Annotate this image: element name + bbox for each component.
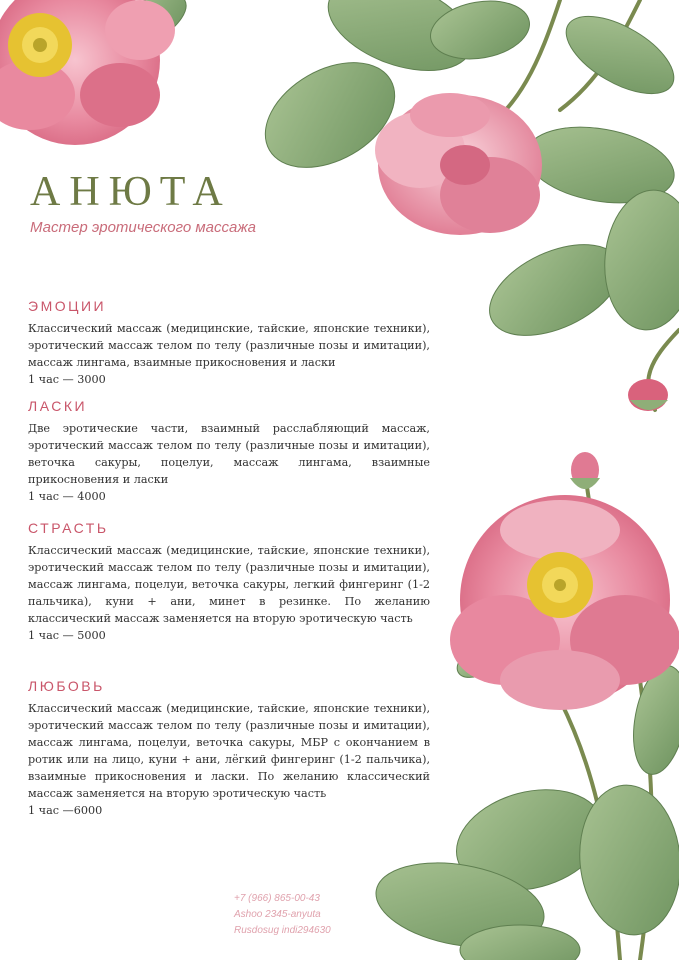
service-price: 1 час —6000: [28, 804, 103, 817]
service-description: Классический массаж (медицинские, тайские, японские техники), эротический массаж телом по телу (различные позы и имитации), массаж лингама, взаимные прикосновения и ласки: [28, 322, 430, 369]
service-title: ЛЮБОВЬ: [28, 678, 105, 694]
service-price: 1 час — 3000: [28, 373, 106, 386]
rose-icon: [0, 0, 175, 145]
service-description: Две эротические части, взаимный расслабляющий массаж, эротический массаж телом по телу (различные позы и имитации), веточка сакуры, поцелуи, массаж лингама, взаимные прикосновения и ласки: [28, 422, 430, 486]
service-title: СТРАСТЬ: [28, 520, 109, 536]
service-title: ЭМОЦИИ: [28, 298, 107, 314]
service-price: 1 час — 5000: [28, 629, 106, 642]
page-title: АНЮТА: [30, 169, 232, 215]
rosebud-icon: [570, 452, 600, 489]
contact-block: [234, 891, 331, 939]
rosebud-icon: [628, 379, 668, 411]
contact-phone[interactable]: +7 (966) 865-00-43: [234, 893, 320, 904]
service-description: Классический массаж (медицинские, тайские, японские техники), эротический массаж телом по телу (различные позы и имитации), массаж лингама, поцелуи, веточка сакуры, МБР с окончанием в ротик или на лицо, куни + ани, лёгкий фингеринг (1-2 пальчика), взаимные прикосновения и ласки. По желанию классический массаж заменяется на вторую эротическую часть: [28, 702, 430, 800]
service-price: 1 час — 4000: [28, 490, 106, 503]
rose-icon: [375, 93, 542, 235]
service-caresses: [28, 398, 430, 505]
service-passion: [28, 520, 430, 644]
contact-line: Rusdosug indi294630: [234, 925, 331, 936]
page-subtitle: Мастер эротического массажа: [30, 219, 256, 236]
contact-line: Ashoo 2345-anyuta: [234, 909, 321, 920]
rose-icon: [450, 495, 679, 710]
service-title: ЛАСКИ: [28, 398, 88, 414]
service-love: [28, 678, 430, 819]
service-emotions: [28, 298, 430, 388]
service-description: Классический массаж (медицинские, тайские, японские техники), эротический массаж телом по телу (различные позы и имитации), массаж лингама, поцелуи, веточка сакуры, легкий фингеринг (1-2 пальчика), куни + ани, минет в резинке. По желанию классический массаж заменяется на вторую эротическую часть: [28, 544, 430, 625]
